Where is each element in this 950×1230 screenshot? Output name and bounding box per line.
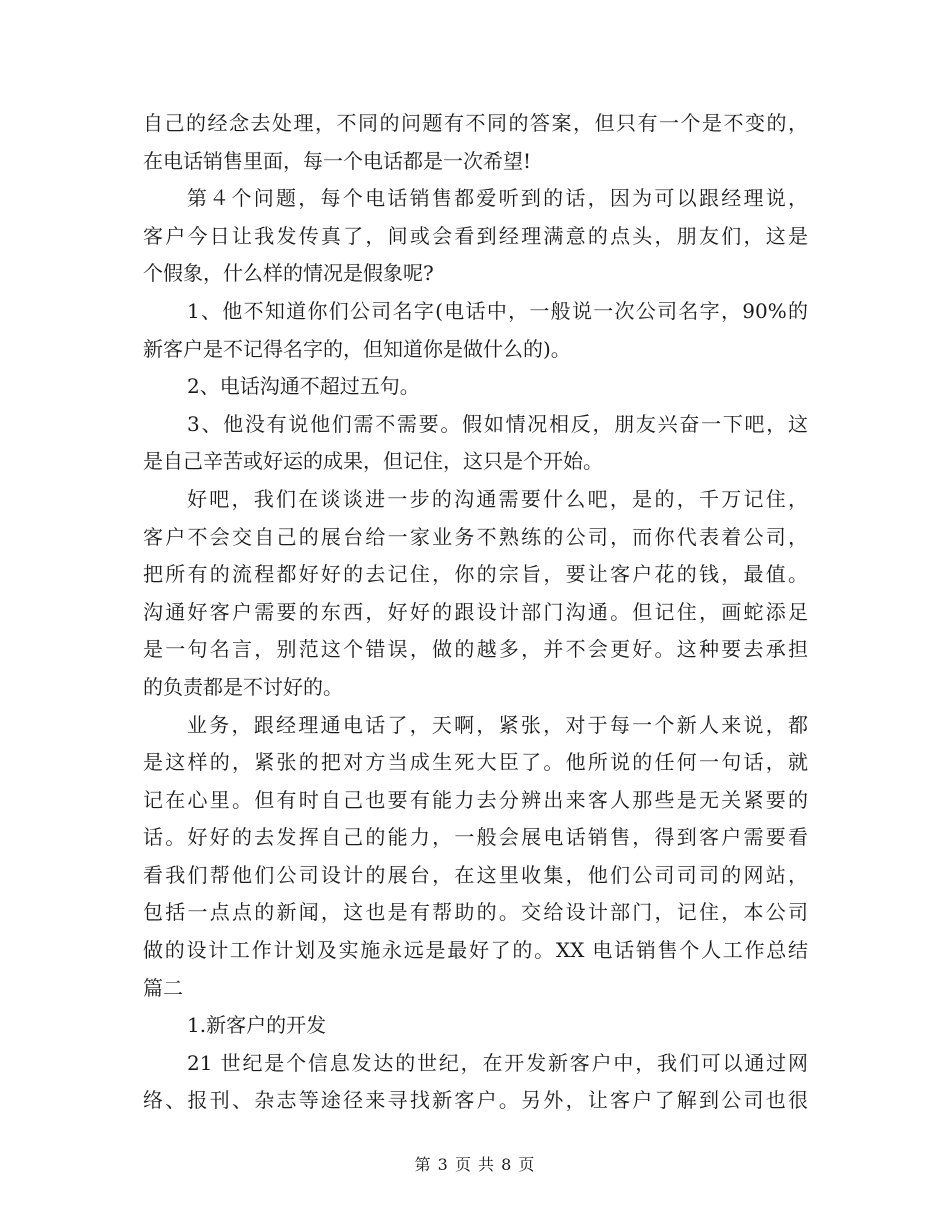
page-footer: 第 3 页 共 8 页	[414, 1155, 536, 1174]
text-line: 是这样的，紧张的把对方当成生死大臣了。他所说的任何一句话，就	[143, 750, 808, 775]
text-line: 1、他不知道你们公司名字(电话中，一般说一次公司名字，90%的	[187, 298, 808, 323]
text-line: 好吧，我们在谈谈进一步的沟通需要什么吧，是的，千万记住，	[187, 486, 808, 511]
text-line: 新客户是不记得名字的，但知道你是做什么的)。	[143, 336, 571, 361]
text-line: 是一句名言，别范这个错误，做的越多，并不会更好。这种要去承担	[143, 637, 808, 662]
text-line: 记在心里。但有时自己也要有能力去分辨出来客人那些是无关紧要的	[143, 787, 808, 812]
text-line: 2、电话沟通不超过五句。	[187, 374, 420, 399]
text-line: 客户今日让我发传真了，间或会看到经理满意的点头，朋友们，这是	[143, 223, 808, 248]
text-line: 1.新客户的开发	[187, 1013, 327, 1038]
text-line: 包括一点点的新闻，这也是有帮助的。交给设计部门，记住，本公司	[143, 900, 808, 925]
text-line: 做的设计工作计划及实施永远是最好了的。XX 电话销售个人工作总结	[143, 938, 808, 963]
text-line: 3、他没有说他们需不需要。假如情况相反，朋友兴奋一下吧，这	[187, 411, 808, 436]
text-line: 络、报刊、杂志等途径来寻找新客户。另外，让客户了解到公司也很	[143, 1088, 808, 1113]
text-line: 是自己辛苦或好运的成果，但记住，这只是个开始。	[143, 449, 603, 474]
text-line: 沟通好客户需要的东西，好好的跟设计部门沟通。但记住，画蛇添足	[143, 599, 808, 624]
text-line: 话。好好的去发挥自己的能力，一般会展电话销售，得到客户需要看	[143, 825, 808, 850]
text-line: 第４个问题，每个电话销售都爱听到的话，因为可以跟经理说，	[187, 186, 808, 211]
body-text	[143, 105, 808, 1120]
text-line: 篇二	[143, 975, 183, 1000]
text-line: 业务，跟经理通电话了，天啊，紧张，对于每一个新人来说，都	[187, 712, 808, 737]
text-line: 把所有的流程都好好的去记住，你的宗旨，要让客户花的钱，最值。	[143, 562, 808, 587]
text-line: 看我们帮他们公司设计的展台，在这里收集，他们公司司司的网站，	[143, 862, 808, 887]
text-line: 的负责都是不讨好的。	[143, 674, 343, 699]
text-line: 个假象，什么样的情况是假象呢?	[143, 261, 434, 286]
text-line: 客户不会交自己的展台给一家业务不熟练的公司，而你代表着公司，	[143, 524, 808, 549]
text-line: 21 世纪是个信息发达的世纪，在开发新客户中，我们可以通过网	[187, 1050, 808, 1075]
text-line: 在电话销售里面，每一个电话都是一次希望!	[143, 148, 532, 173]
text-line: 自己的经念去处理，不同的问题有不同的答案，但只有一个是不变的，	[143, 111, 808, 135]
